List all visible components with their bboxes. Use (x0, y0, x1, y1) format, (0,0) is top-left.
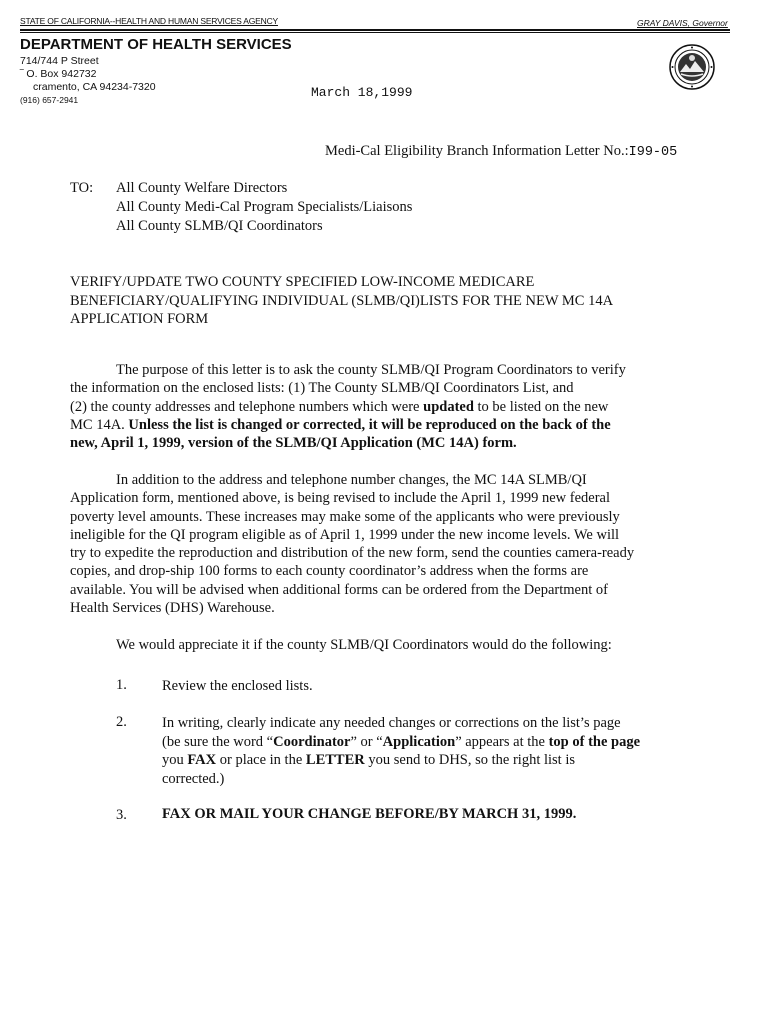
recipient: All County Welfare Directors (116, 180, 288, 196)
paragraph-line: Health Services (DHS) Warehouse. (70, 600, 275, 617)
recipient: All County Medi-Cal Program Specialists/Liaisons (116, 199, 413, 215)
item-line: you FAX or place in the LETTER you send to DHS, so the right list is (162, 752, 576, 768)
address-line: 714/744 P Street (20, 55, 99, 67)
subject-line: VERIFY/UPDATE TWO COUNTY SPECIFIED LOW-INCOME MEDICARE (70, 274, 535, 290)
paragraph-line: available. You will be advised when additional forms can be ordered from the Department of (70, 581, 608, 598)
department-title: DEPARTMENT OF HEALTH SERVICES (20, 36, 292, 53)
letter-date: March 18,1999 (311, 85, 413, 100)
paragraph-line: ineligible for the QI program eligible as of April 1, 1999 under the new income levels. We will (70, 526, 620, 543)
address-line: cramento, CA 94234-7320 (33, 81, 156, 93)
address-line: ‾ O. Box 942732 (20, 68, 97, 80)
purpose-paragraph (70, 361, 660, 452)
letter-number-value: I99-05 (628, 145, 678, 160)
letter-number-label: Medi-Cal Eligibility Branch Information Letter No.: (325, 143, 629, 159)
item-line: In writing, clearly indicate any needed changes or corrections on the list’s page (162, 715, 621, 731)
item-line: (be sure the word “Coordinator” or “Application” appears at the top of the page (162, 733, 641, 750)
paragraph-line: In addition to the address and telephone number changes, the MC 14A SLMB/QI (116, 472, 587, 488)
paragraph-line: poverty level amounts. These increases may make some of the applicants who were previously (70, 508, 620, 525)
letter-number (325, 143, 677, 160)
paragraph-line: MC 14A. Unless the list is changed or corrected, it will be reproduced on the back of the (70, 416, 611, 433)
request-paragraph: We would appreciate it if the county SLMB/QI Coordinators would do the following: (116, 637, 612, 653)
header-rule (20, 29, 730, 31)
state-seal-icon (669, 44, 715, 90)
recipient: All County SLMB/QI Coordinators (116, 218, 323, 234)
item-text (162, 714, 682, 788)
item-number: 2. (116, 714, 127, 730)
subject-line: APPLICATION FORM (70, 311, 209, 327)
paragraph-line: Application form, mentioned above, is being revised to include the April 1, 1999 new federal (70, 490, 610, 507)
item-text: Review the enclosed lists. (162, 678, 313, 694)
emphasis-text: updated (423, 398, 474, 415)
subject-heading (70, 273, 670, 329)
revision-paragraph (70, 471, 660, 617)
emphasis-text: new, April 1, 1999, version of the SLMB/QI Application (MC 14A) form. (70, 435, 517, 452)
paragraph-line: (2) the county addresses and telephone numbers which were updated to be listed on the new (70, 398, 609, 415)
item-text-deadline: FAX OR MAIL YOUR CHANGE BEFORE/BY MARCH 31, 1999. (162, 806, 577, 822)
header-rule-thin (20, 32, 730, 33)
emphasis-text: Unless the list is changed or corrected, it will be reproduced on the back of the (128, 416, 611, 433)
to-label: TO: (70, 180, 94, 196)
governor-name: GRAY DAVIS, Governor (637, 18, 728, 28)
item-number: 1. (116, 677, 127, 693)
paragraph-line: try to expedite the reproduction and distribution of the new form, send the counties camera-ready (70, 545, 635, 562)
item-number: 3. (116, 807, 127, 823)
item-line: corrected.) (162, 770, 225, 787)
paragraph-line: the information on the enclosed lists: (1) The County SLMB/QI Coordinators List, and (70, 380, 574, 397)
subject-line: BENEFICIARY/QUALIFYING INDIVIDUAL (SLMB/QI)LISTS FOR THE NEW MC 14A (70, 292, 614, 309)
paragraph-line: The purpose of this letter is to ask the county SLMB/QI Program Coordinators to verify (116, 362, 626, 378)
phone-number: (916) 657-2941 (20, 95, 79, 105)
paragraph-line: copies, and drop-ship 100 forms to each county coordinator’s address when the forms are (70, 563, 589, 580)
paragraph-line (70, 434, 660, 452)
agency-name: STATE OF CALIFORNIA--HEALTH AND HUMAN SERVICES AGENCY (20, 16, 278, 26)
